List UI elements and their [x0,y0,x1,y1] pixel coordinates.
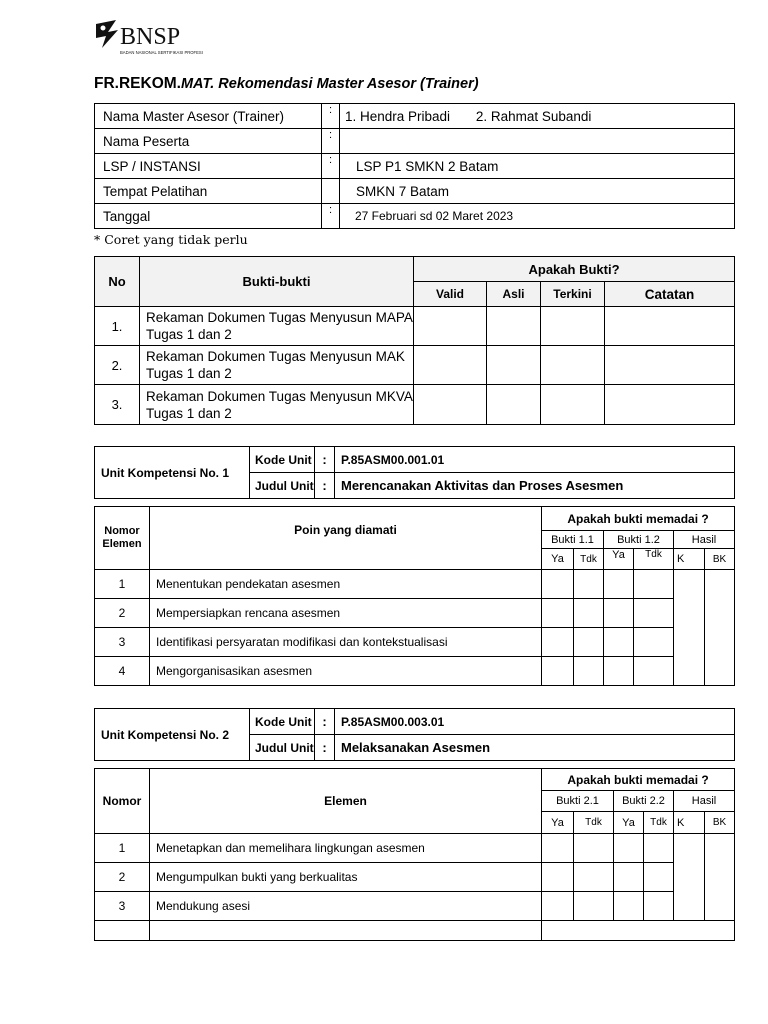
unit1-bukti-a: Bukti 1.1 [542,531,604,549]
unit1-hasil: Hasil [674,531,735,549]
col-valid: Valid [414,282,487,307]
unit1-col-nomor: Nomor Elemen [95,507,150,570]
empty-cell[interactable] [542,921,735,941]
info-value: SMKN 7 Batam [340,179,735,204]
element-text: Menetapkan dan memelihara lingkungan asesmen [150,834,542,863]
empty-cell[interactable] [95,921,150,941]
info-colon [322,179,340,204]
unit1-row [95,628,735,657]
catatan-cell[interactable] [605,346,735,385]
unit2-row [95,863,735,892]
check-cell[interactable] [634,628,674,657]
evidence-row [95,307,735,346]
bk-cell[interactable] [705,570,735,686]
col-terkini: Terkini [541,282,605,307]
check-cell[interactable] [604,570,634,599]
form-code: FR.REKOM. [94,75,181,92]
check-cell[interactable] [542,657,574,686]
info-row [95,154,735,179]
evidence-desc: Rekaman Dokumen Tugas Menyusun MAK Tugas 1 dan 2 [140,346,414,385]
col-bukti: Bukti-bukti [140,257,414,307]
bk-header: BK [705,812,735,834]
unit2-row [95,834,735,863]
info-colon: : [322,129,340,154]
col-catatan: Catatan [605,282,735,307]
k-cell[interactable] [674,570,705,686]
unit2-col-apakah: Apakah bukti memadai ? [542,769,735,791]
unit1-label: Unit Kompetensi No. 1 [95,447,250,499]
valid-cell[interactable] [414,346,487,385]
unit1-judul: Merencanakan Aktivitas dan Proses Asesmen [335,473,735,499]
check-cell[interactable] [634,599,674,628]
check-cell[interactable] [574,834,614,863]
check-cell[interactable] [604,628,634,657]
evidence-no: 3. [95,385,140,425]
unit2-colon: : [315,709,335,735]
check-cell[interactable] [574,628,604,657]
terkini-cell[interactable] [541,346,605,385]
tdk-header: Tdk [644,812,674,834]
unit2-col-nomor: Nomor [95,769,150,834]
check-cell[interactable] [614,863,644,892]
element-no: 4 [95,657,150,686]
check-cell[interactable] [644,863,674,892]
check-cell[interactable] [644,892,674,921]
check-cell[interactable] [574,863,614,892]
info-label: LSP / INSTANSI [95,154,322,179]
unit1-row [95,570,735,599]
info-label: Nama Master Asesor (Trainer) [95,104,322,129]
master-asesor-1: 1. Hendra Pribadi [345,108,451,124]
unit2-judul: Melaksanakan Asesmen [335,735,735,761]
unit1-col-apakah: Apakah bukti memadai ? [542,507,735,531]
evidence-desc: Rekaman Dokumen Tugas Menyusun MKVA Tugas 1 dan 2 [140,385,414,425]
element-text: Mempersiapkan rencana asesmen [150,599,542,628]
check-cell[interactable] [614,834,644,863]
check-cell[interactable] [574,599,604,628]
unit1-row [95,599,735,628]
terkini-cell[interactable] [541,307,605,346]
k-header: K [674,549,705,570]
unit1-colon: : [315,473,335,499]
unit2-col-elemen: Elemen [150,769,542,834]
unit1-col-poin: Poin yang diamati [150,507,542,570]
check-cell[interactable] [574,570,604,599]
unit1-judul-label: Judul Unit [250,473,315,499]
evidence-no: 2. [95,346,140,385]
info-label: Tempat Pelatihan [95,179,322,204]
master-asesor-2: 2. Rahmat Subandi [475,108,592,124]
asli-cell[interactable] [487,346,541,385]
bk-header: BK [705,549,735,570]
check-cell[interactable] [574,657,604,686]
valid-cell[interactable] [414,307,487,346]
asli-cell[interactable] [487,307,541,346]
unit2-bukti-a: Bukti 2.1 [542,791,614,812]
k-header: K [674,812,705,834]
bnsp-emblem-icon [94,18,214,58]
info-value: LSP P1 SMKN 2 Batam [340,154,735,179]
check-cell[interactable] [542,863,574,892]
check-cell[interactable] [542,570,574,599]
catatan-cell[interactable] [605,385,735,425]
unit2-kode: P.85ASM00.003.01 [335,709,735,735]
unit1-elements-table [94,506,735,686]
info-table [94,103,735,229]
info-row [95,204,735,229]
unit2-empty-row [95,921,735,941]
evidence-table [94,256,735,425]
valid-cell[interactable] [414,385,487,425]
col-apakah-bukti: Apakah Bukti? [414,257,735,282]
element-no: 1 [95,570,150,599]
element-text: Mendukung asesi [150,892,542,921]
info-colon: : [322,154,340,179]
element-no: 2 [95,599,150,628]
asli-cell[interactable] [487,385,541,425]
evidence-no: 1. [95,307,140,346]
element-no: 1 [95,834,150,863]
info-value [340,104,735,129]
element-no: 3 [95,892,150,921]
note-text: * Coret yang tidak perlu [94,232,248,247]
info-colon: : [322,204,340,229]
unit2-bukti-b: Bukti 2.2 [614,791,674,812]
unit2-label: Unit Kompetensi No. 2 [95,709,250,761]
element-text: Menentukan pendekatan asesmen [150,570,542,599]
evidence-row [95,346,735,385]
unit1-bukti-b: Bukti 1.2 [604,531,674,549]
empty-cell[interactable] [150,921,542,941]
unit2-row [95,892,735,921]
unit2-colon: : [315,735,335,761]
check-cell[interactable] [604,657,634,686]
unit1-kode: P.85ASM00.001.01 [335,447,735,473]
bnsp-logo [94,18,214,58]
info-row [95,179,735,204]
info-label: Tanggal [95,204,322,229]
tdk-header: Tdk [574,549,604,570]
info-row [95,129,735,154]
element-text: Mengumpulkan bukti yang berkualitas [150,863,542,892]
logo-text: BNSP [120,24,181,50]
ya-header: Ya [542,812,574,834]
check-cell[interactable] [644,834,674,863]
evidence-desc: Rekaman Dokumen Tugas Menyusun MAPA Tugas 1 dan 2 [140,307,414,346]
unit2-hasil: Hasil [674,791,735,812]
check-cell[interactable] [542,892,574,921]
check-cell[interactable] [542,834,574,863]
check-cell[interactable] [634,570,674,599]
unit1-kode-label: Kode Unit [250,447,315,473]
check-cell[interactable] [542,628,574,657]
logo-subtext: BADAN NASIONAL SERTIFIKASI PROFESI [120,50,203,55]
unit1-header [94,446,735,499]
catatan-cell[interactable] [605,307,735,346]
form-title: MAT. Rekomendasi Master Asesor (Trainer) [180,76,479,92]
element-text: Mengorganisasikan asesmen [150,657,542,686]
element-no: 3 [95,628,150,657]
unit2-header [94,708,735,761]
k-cell[interactable] [674,834,705,921]
unit2-judul-label: Judul Unit [250,735,315,761]
info-label: Nama Peserta [95,129,322,154]
col-asli: Asli [487,282,541,307]
page-title [94,75,479,93]
info-value[interactable] [340,129,735,154]
check-cell[interactable] [614,892,644,921]
bk-cell[interactable] [705,834,735,921]
check-cell[interactable] [604,599,634,628]
terkini-cell[interactable] [541,385,605,425]
evidence-row [95,385,735,425]
unit2-elements-table [94,768,735,941]
ya-header: Ya [542,549,574,570]
ya-header: Ya [614,812,644,834]
check-cell[interactable] [542,599,574,628]
check-cell[interactable] [634,657,674,686]
element-no: 2 [95,863,150,892]
info-colon: : [322,104,340,129]
element-text: Identifikasi persyaratan modifikasi dan kontekstualisasi [150,628,542,657]
check-cell[interactable] [574,892,614,921]
ya-header: Ya [604,549,634,570]
tdk-header: Tdk [574,812,614,834]
unit1-row [95,657,735,686]
unit2-kode-label: Kode Unit [250,709,315,735]
info-row [95,104,735,129]
tdk-header: Tdk [634,549,674,570]
unit1-colon: : [315,447,335,473]
col-no: No [95,257,140,307]
info-value: 27 Februari sd 02 Maret 2023 [340,204,735,229]
